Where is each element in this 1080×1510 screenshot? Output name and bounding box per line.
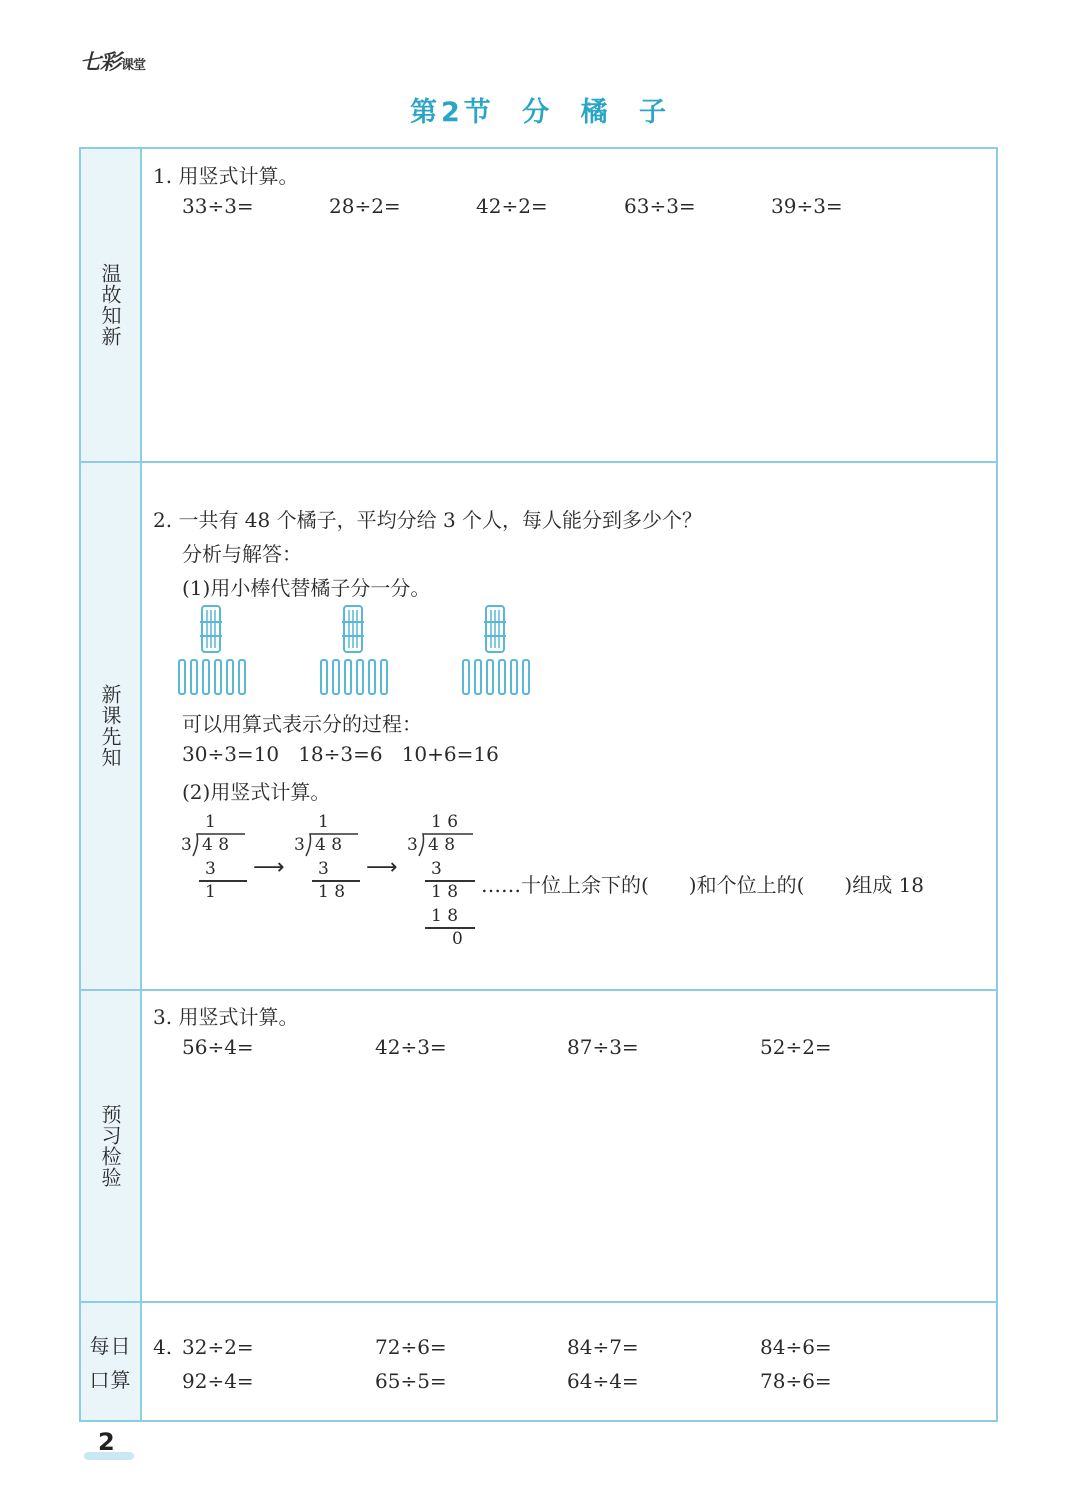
- q4-item: 32÷2=: [182, 1335, 254, 1359]
- q2-step1: (1)用小棒代替橘子分一分。: [182, 576, 431, 600]
- division-subtrahend: 3: [318, 859, 329, 879]
- division-subtrahend-2: 1 8: [431, 906, 459, 926]
- q1-item: 33÷3=: [182, 194, 254, 218]
- division-divisor: 3: [407, 835, 418, 855]
- worksheet-frame: [79, 147, 998, 1422]
- page-number: 2: [98, 1428, 115, 1456]
- division-quotient: 1: [318, 812, 329, 832]
- q3-item: 52÷2=: [760, 1035, 832, 1059]
- q2-prompt: 2. 一共有 48 个橘子，平均分给 3 个人，每人能分到多少个？: [153, 508, 703, 532]
- q2-fill-in-sentence: ……十位上余下的( )和个位上的( )组成 18: [481, 873, 925, 897]
- q4-item: 72÷6=: [375, 1335, 447, 1359]
- q3-item: 87÷3=: [567, 1035, 639, 1059]
- section-divider: [81, 989, 996, 991]
- q4-item: 92÷4=: [182, 1369, 254, 1393]
- q4-item: 84÷7=: [567, 1335, 639, 1359]
- stick-group: [179, 606, 245, 694]
- q1-prompt: 1. 用竖式计算。: [153, 164, 299, 188]
- arrow-right-icon: ⟶: [253, 855, 285, 880]
- q3-item: 56÷4=: [182, 1035, 254, 1059]
- division-remainder: 1 8: [318, 882, 346, 902]
- division-dividend: 4 8: [428, 835, 456, 855]
- stick-group: [321, 606, 387, 694]
- division-subtrahend: 3: [431, 859, 442, 879]
- division-divisor: 3: [181, 835, 192, 855]
- division-final-remainder: 0: [452, 929, 463, 949]
- section-label-check: 预习检验: [98, 1104, 122, 1188]
- division-remainder: 1: [205, 882, 216, 902]
- q3-item: 42÷3=: [375, 1035, 447, 1059]
- q4-item: 64÷4=: [567, 1369, 639, 1393]
- division-rule: [425, 927, 475, 929]
- section-divider: [81, 461, 996, 463]
- q2-process-label: 可以用算式表示分的过程：: [182, 712, 422, 736]
- q4-item: 84÷6=: [760, 1335, 832, 1359]
- division-dividend: 4 8: [315, 835, 343, 855]
- division-quotient: 1 6: [431, 812, 459, 832]
- division-dividend: 4 8: [202, 835, 230, 855]
- q3-prompt: 3. 用竖式计算。: [153, 1005, 299, 1029]
- division-remainder: 1 8: [431, 882, 459, 902]
- daily-label-line2: 口算: [89, 1367, 132, 1392]
- q4-item: 78÷6=: [760, 1369, 832, 1393]
- q2-equations: 30÷3=10 18÷3=6 10+6=16: [182, 742, 499, 766]
- q1-item: 42÷2=: [476, 194, 548, 218]
- section-label-review: 温故知新: [98, 263, 122, 347]
- q2-step2: (2)用竖式计算。: [182, 780, 331, 804]
- q1-item: 28÷2=: [329, 194, 401, 218]
- logo-main-text: 七彩: [80, 50, 120, 74]
- daily-label-line1: 每日: [89, 1333, 132, 1358]
- q2-analysis-label: 分析与解答：: [182, 542, 302, 566]
- division-quotient: 1: [205, 812, 216, 832]
- page-title: 第2节 分 橘 子: [410, 97, 670, 128]
- q4-item: 65÷5=: [375, 1369, 447, 1393]
- logo-sub-text: 课堂: [121, 58, 146, 73]
- section-label-preview: 新课先知: [98, 684, 122, 768]
- q1-item: 63÷3=: [624, 194, 696, 218]
- section-divider: [81, 1301, 996, 1303]
- arrow-right-icon: ⟶: [366, 855, 398, 880]
- section-label-daily: [81, 1303, 140, 1422]
- stick-group: [463, 606, 529, 694]
- brand-logo: [80, 46, 145, 76]
- sticks-illustration: [176, 604, 556, 699]
- division-subtrahend: 3: [205, 859, 216, 879]
- division-divisor: 3: [294, 835, 305, 855]
- q1-item: 39÷3=: [771, 194, 843, 218]
- q4-number: 4.: [153, 1335, 173, 1359]
